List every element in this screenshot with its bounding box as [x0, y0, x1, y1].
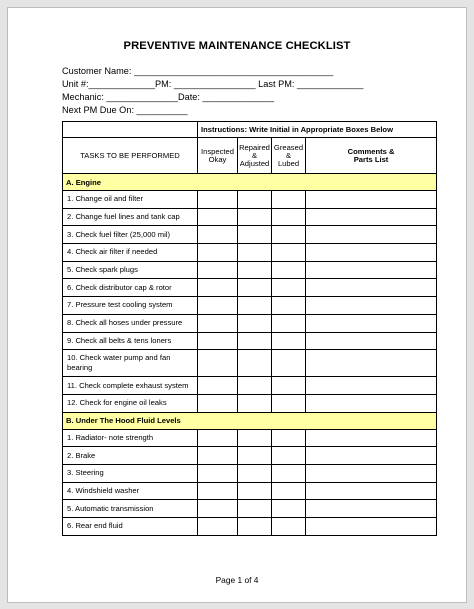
greased-box[interactable]	[272, 261, 306, 279]
comments-box[interactable]	[306, 482, 437, 500]
inspected-box[interactable]	[198, 518, 238, 536]
mechanic-date-field: Mechanic: ______________Date: ______________	[62, 92, 275, 102]
inspected-box[interactable]	[198, 482, 238, 500]
inspected-box[interactable]	[198, 447, 238, 465]
greased-box[interactable]	[272, 208, 306, 226]
table-row	[63, 482, 437, 500]
task-label: 12. Check for engine oil leaks	[63, 394, 198, 412]
table-row	[63, 208, 437, 226]
comments-box[interactable]	[306, 500, 437, 518]
repaired-box[interactable]	[238, 500, 272, 518]
section-title: B. Under The Hood Fluid Levels	[63, 412, 437, 429]
section-header-row	[63, 174, 437, 191]
table-row	[63, 350, 437, 377]
comments-box[interactable]	[306, 314, 437, 332]
greased-box[interactable]	[272, 447, 306, 465]
task-label: 5. Automatic transmission	[63, 500, 198, 518]
unit-pm-field: Unit #:_____________PM: ________________ Last PM: _____________	[62, 79, 364, 89]
table-row	[63, 279, 437, 297]
task-label: 4. Check air filter if needed	[63, 244, 198, 262]
table-row	[63, 518, 437, 536]
comments-box[interactable]	[306, 297, 437, 315]
document-title: PREVENTIVE MAINTENANCE CHECKLIST	[123, 40, 351, 52]
table-row	[63, 447, 437, 465]
table-row	[63, 191, 437, 209]
instructions-text: Instructions: Write Initial in Appropriate Boxes Below	[198, 122, 437, 138]
greased-column-header: Greased & Lubed	[272, 138, 306, 174]
section-title: A. Engine	[63, 174, 437, 191]
comments-box[interactable]	[306, 350, 437, 377]
task-label: 8. Check all hoses under pressure	[63, 314, 198, 332]
inspected-box[interactable]	[198, 191, 238, 209]
table-row	[63, 377, 437, 395]
greased-box[interactable]	[272, 377, 306, 395]
inspected-box[interactable]	[198, 377, 238, 395]
comments-box[interactable]	[306, 279, 437, 297]
greased-box[interactable]	[272, 482, 306, 500]
next-pm-field: Next PM Due On: __________	[62, 105, 188, 115]
inspected-box[interactable]	[198, 297, 238, 315]
blank-header-cell	[63, 122, 198, 138]
greased-box[interactable]	[272, 464, 306, 482]
comments-box[interactable]	[306, 518, 437, 536]
repaired-box[interactable]	[238, 394, 272, 412]
greased-box[interactable]	[272, 244, 306, 262]
task-label: 4. Windshield washer	[63, 482, 198, 500]
repaired-box[interactable]	[238, 429, 272, 447]
repaired-box[interactable]	[238, 518, 272, 536]
repaired-box[interactable]	[238, 332, 272, 350]
repaired-box[interactable]	[238, 191, 272, 209]
repaired-box[interactable]	[238, 297, 272, 315]
inspected-box[interactable]	[198, 500, 238, 518]
inspected-box[interactable]	[198, 350, 238, 377]
greased-box[interactable]	[272, 429, 306, 447]
repaired-box[interactable]	[238, 208, 272, 226]
checklist-table	[62, 121, 437, 536]
inspected-box[interactable]	[198, 314, 238, 332]
task-label: 5. Check spark plugs	[63, 261, 198, 279]
table-row	[63, 429, 437, 447]
greased-box[interactable]	[272, 226, 306, 244]
inspected-box[interactable]	[198, 226, 238, 244]
task-label: 1. Radiator- note strength	[63, 429, 198, 447]
comments-box[interactable]	[306, 447, 437, 465]
inspected-box[interactable]	[198, 208, 238, 226]
repaired-box[interactable]	[238, 377, 272, 395]
greased-box[interactable]	[272, 394, 306, 412]
task-label: 10. Check water pump and fan bearing	[63, 350, 198, 377]
inspected-column-header: Inspected Okay	[198, 138, 238, 174]
inspected-box[interactable]	[198, 464, 238, 482]
table-row	[63, 314, 437, 332]
inspected-box[interactable]	[198, 244, 238, 262]
tasks-column-header: TASKS TO BE PERFORMED	[63, 138, 198, 174]
section-header-row	[63, 412, 437, 429]
repaired-box[interactable]	[238, 261, 272, 279]
comments-box[interactable]	[306, 208, 437, 226]
repaired-box[interactable]	[238, 226, 272, 244]
task-label: 1. Change oil and filter	[63, 191, 198, 209]
repaired-column-header: Repaired & Adjusted	[238, 138, 272, 174]
inspected-box[interactable]	[198, 332, 238, 350]
greased-box[interactable]	[272, 332, 306, 350]
table-row	[63, 332, 437, 350]
table-row	[63, 297, 437, 315]
task-label: 3. Check fuel filter (25,000 mil)	[63, 226, 198, 244]
task-label: 3. Steering	[63, 464, 198, 482]
greased-box[interactable]	[272, 191, 306, 209]
task-label: 9. Check all belts & tens loners	[63, 332, 198, 350]
customer-name-field: Customer Name: _______________________________________	[62, 66, 334, 76]
inspected-box[interactable]	[198, 429, 238, 447]
repaired-box[interactable]	[238, 447, 272, 465]
table-row	[63, 244, 437, 262]
comments-box[interactable]	[306, 429, 437, 447]
greased-box[interactable]	[272, 279, 306, 297]
repaired-box[interactable]	[238, 314, 272, 332]
task-label: 7. Pressure test cooling system	[63, 297, 198, 315]
comments-box[interactable]	[306, 226, 437, 244]
inspected-box[interactable]	[198, 394, 238, 412]
comments-box[interactable]	[306, 332, 437, 350]
task-label: 11. Check complete exhaust system	[63, 377, 198, 395]
comments-column-header: Comments & Parts List	[306, 138, 437, 174]
table-row	[63, 394, 437, 412]
repaired-box[interactable]	[238, 279, 272, 297]
page-number: Page 1 of 4	[215, 575, 259, 585]
comments-box[interactable]	[306, 394, 437, 412]
greased-box[interactable]	[272, 500, 306, 518]
greased-box[interactable]	[272, 314, 306, 332]
table-row	[63, 500, 437, 518]
comments-box[interactable]	[306, 464, 437, 482]
instructions-row	[63, 122, 437, 138]
task-label: 6. Check distributor cap & rotor	[63, 279, 198, 297]
repaired-box[interactable]	[238, 244, 272, 262]
comments-box[interactable]	[306, 244, 437, 262]
comments-box[interactable]	[306, 261, 437, 279]
greased-box[interactable]	[272, 350, 306, 377]
repaired-box[interactable]	[238, 464, 272, 482]
greased-box[interactable]	[272, 297, 306, 315]
table-row	[63, 261, 437, 279]
document-page	[7, 7, 467, 603]
table-row	[63, 226, 437, 244]
task-label: 6. Rear end fluid	[63, 518, 198, 536]
comments-box[interactable]	[306, 191, 437, 209]
inspected-box[interactable]	[198, 279, 238, 297]
table-row	[63, 464, 437, 482]
task-label: 2. Change fuel lines and tank cap	[63, 208, 198, 226]
inspected-box[interactable]	[198, 261, 238, 279]
repaired-box[interactable]	[238, 350, 272, 377]
greased-box[interactable]	[272, 518, 306, 536]
task-label: 2. Brake	[63, 447, 198, 465]
repaired-box[interactable]	[238, 482, 272, 500]
column-header-row	[63, 138, 437, 174]
comments-box[interactable]	[306, 377, 437, 395]
